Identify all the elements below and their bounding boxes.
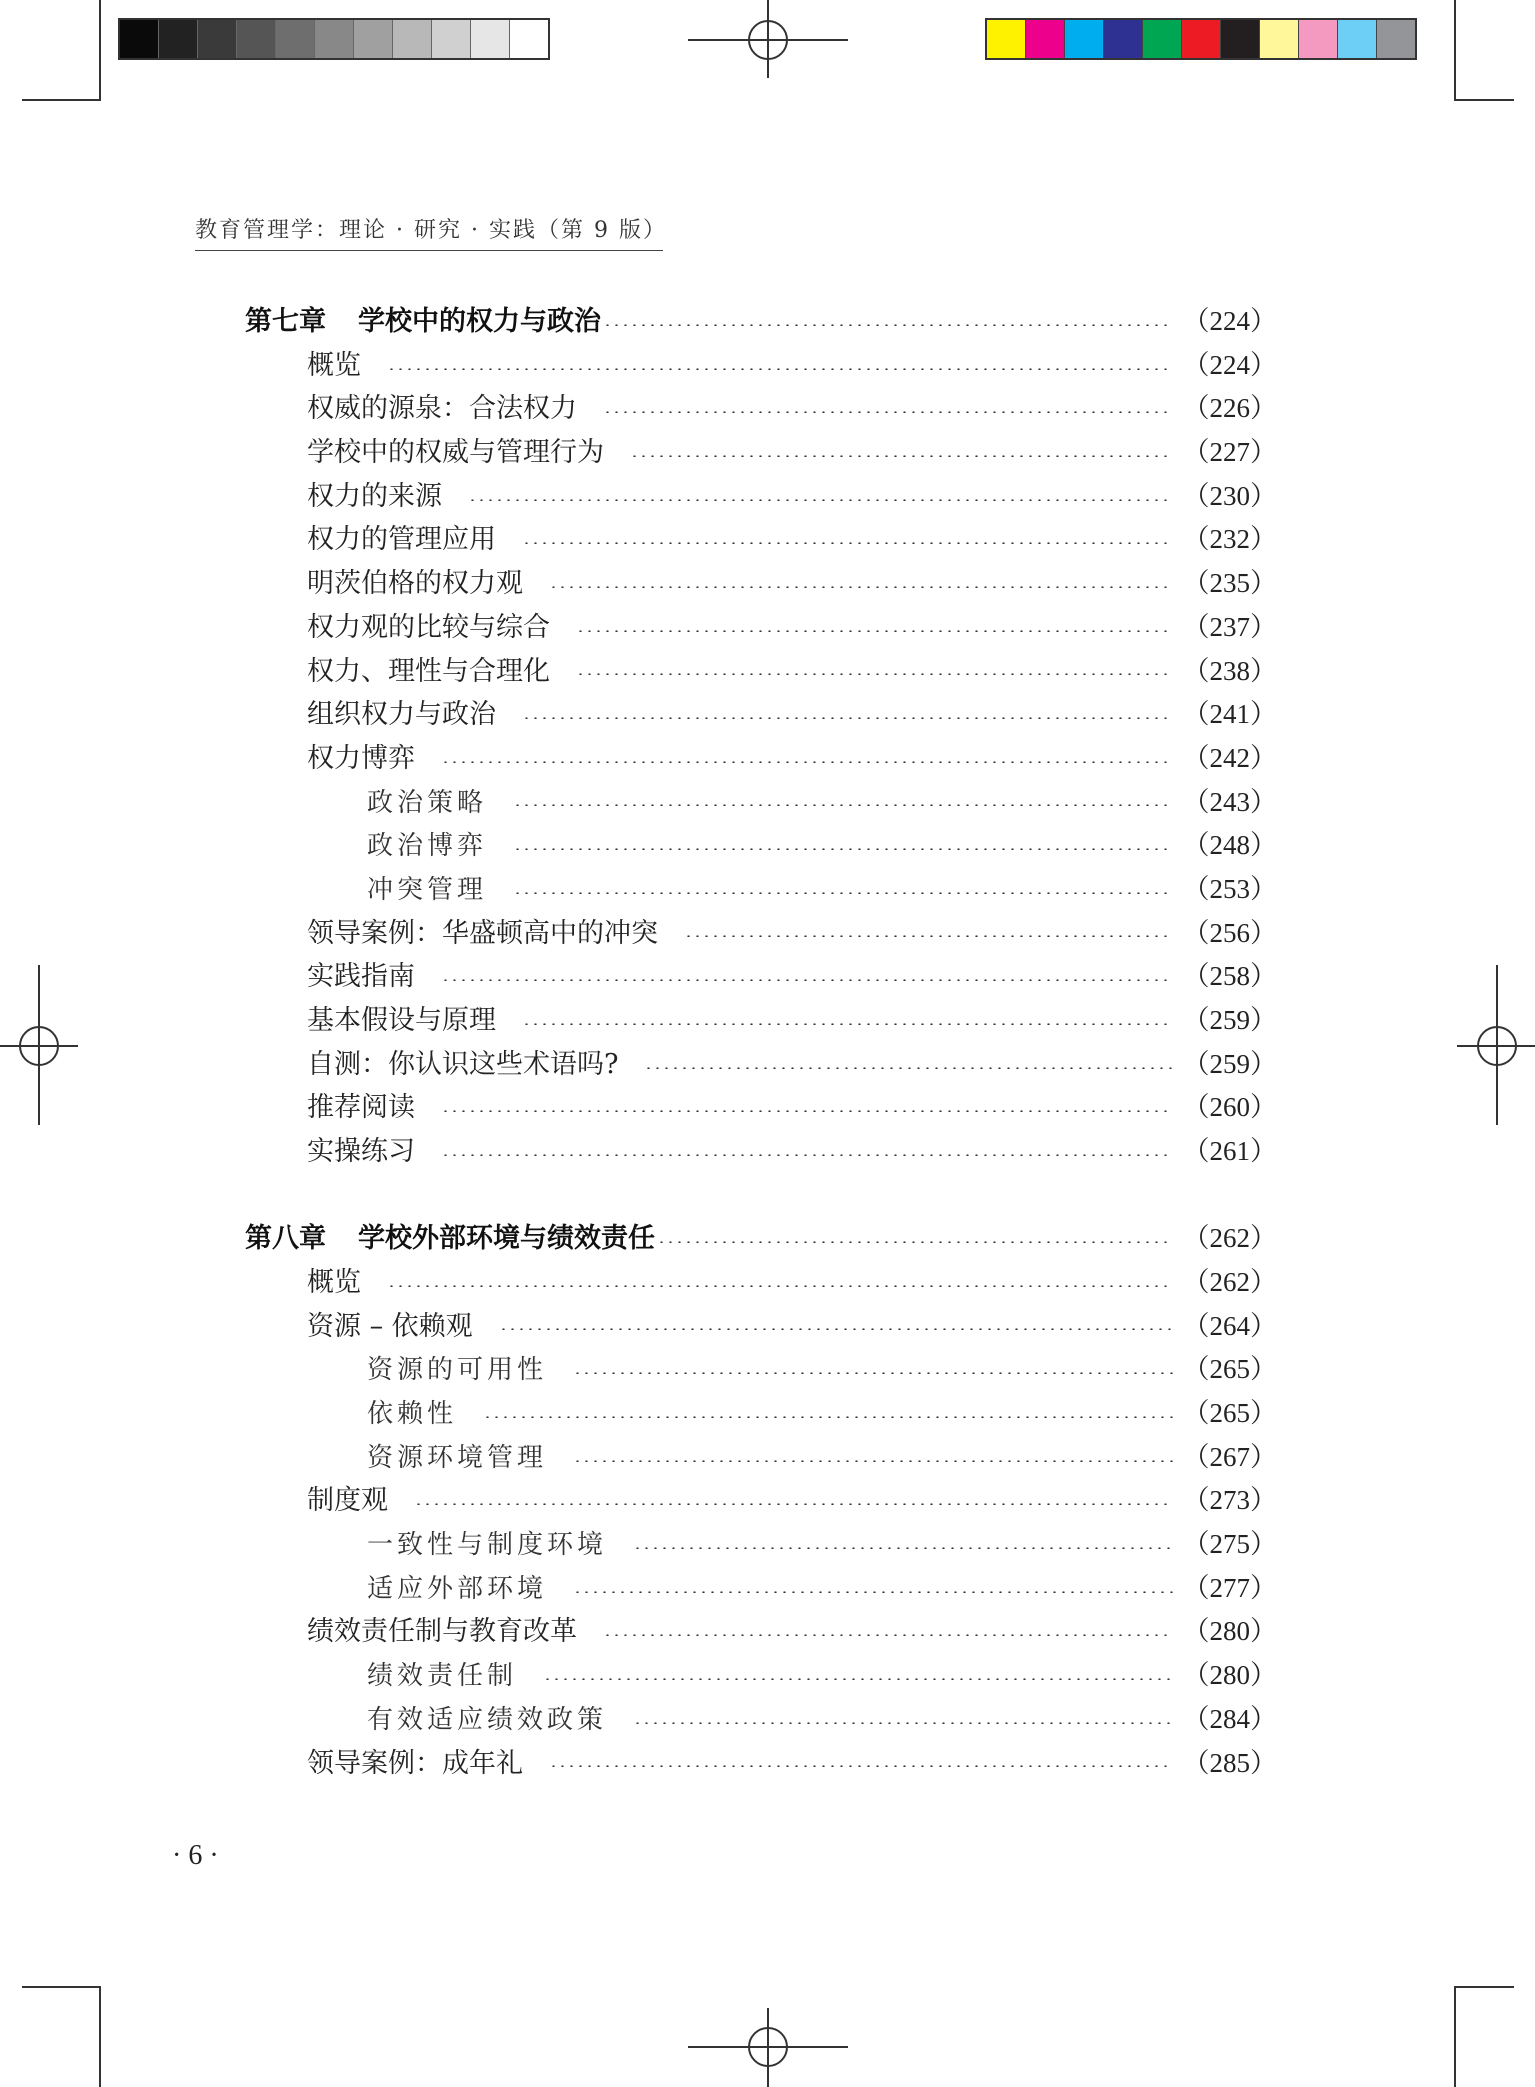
color-swatch [1026,20,1065,58]
entry-title: 权力、理性与合理化 [307,655,550,687]
chapter-number: 第七章 [245,306,326,337]
gray-swatch [393,20,432,58]
toc-subentry[interactable] [245,1698,1277,1742]
dot-leader [644,1067,1172,1069]
dot-leader [441,979,1173,981]
chapter-heading[interactable] [245,300,1277,344]
chapter-number: 第八章 [245,1223,326,1255]
crop-mark [1454,1986,1456,2087]
toc-subentry[interactable] [245,1436,1277,1480]
toc-subentry[interactable] [245,1348,1277,1392]
color-swatch [1260,20,1299,58]
page-number: （237） [1182,611,1277,642]
page-number: （262） [1182,1266,1277,1297]
toc-entry[interactable] [245,1130,1277,1174]
dot-leader [513,804,1172,806]
entry-title: 学校中的权威与管理行为 [307,437,604,469]
toc-entry[interactable] [245,518,1277,562]
toc-entry[interactable] [245,344,1277,388]
color-swatch [1182,20,1221,58]
dot-leader [468,499,1173,501]
page-number: （243） [1182,786,1277,817]
toc-subentry[interactable] [245,1654,1277,1698]
entry-title: 资源 – 依赖观 [307,1310,473,1342]
page-number: （277） [1182,1572,1277,1603]
running-header: 教育管理学：理论 · 研究 · 实践（第 9 版） [195,213,663,251]
dot-leader [573,1372,1172,1374]
dot-leader [603,1634,1173,1636]
grayscale-bar [118,18,550,60]
crop-mark [22,99,101,101]
chapter-title: 学校外部环境与绩效责任 [358,1223,655,1255]
page-number: （280） [1182,1660,1277,1691]
entry-title: 权力的来源 [307,480,442,512]
dot-leader [441,1154,1173,1156]
color-swatch [1221,20,1260,58]
toc-subentry[interactable] [245,1523,1277,1567]
entry-title: 概览 [307,1266,361,1298]
dot-leader [483,1416,1172,1418]
entry-title: 实践指南 [307,961,415,993]
table-of-contents [245,300,1277,1785]
page-number: （285） [1182,1747,1277,1778]
entry-title: 权力博弈 [307,742,415,774]
toc-entry[interactable] [245,1261,1277,1305]
crop-mark [99,1986,101,2087]
chapter-heading[interactable] [245,1217,1277,1261]
page-number: （227） [1182,437,1277,468]
gray-swatch [471,20,510,58]
page-number: （230） [1182,480,1277,511]
gray-swatch [354,20,393,58]
chapter-gap [245,1174,1277,1218]
gray-swatch [237,20,276,58]
gray-swatch [432,20,471,58]
dot-leader [633,1722,1172,1724]
dot-leader [630,455,1173,457]
page-number: （241） [1182,699,1277,730]
entry-title: 权威的源泉：合法权力 [307,393,577,425]
entry-title: 政治策略 [367,787,488,818]
color-bar [985,18,1417,60]
page-number: （232） [1182,524,1277,555]
dot-leader [549,1765,1173,1767]
toc-entry[interactable] [245,1479,1277,1523]
dot-leader [513,848,1172,850]
dot-leader [522,717,1173,719]
crop-mark [1454,0,1456,100]
dot-leader [633,1547,1172,1549]
entry-title: 冲突管理 [367,874,488,905]
entry-title: 适应外部环境 [367,1573,548,1604]
page-number: （267） [1182,1441,1277,1472]
entry-title: 权力观的比较与综合 [307,611,550,643]
color-swatch [1338,20,1377,58]
entry-title: 明茨伯格的权力观 [307,568,523,600]
page-number: （273） [1182,1485,1277,1516]
toc-entry[interactable] [245,912,1277,956]
crop-mark [22,1986,101,1988]
page-number: （248） [1182,830,1277,861]
page-number: （226） [1182,393,1277,424]
color-swatch [1104,20,1143,58]
color-swatch [1299,20,1338,58]
entry-title: 组织权力与政治 [307,699,496,731]
page-folio: · 6 · [172,1840,219,1871]
crop-mark [1454,99,1514,101]
page-number: （224） [1182,349,1277,380]
dot-leader [387,1285,1173,1287]
page-number: （253） [1182,873,1277,904]
entry-title: 权力的管理应用 [307,524,496,556]
page-number: （260） [1182,1092,1277,1123]
toc-entry[interactable] [245,693,1277,737]
entry-title: 制度观 [307,1485,388,1517]
dot-leader [522,542,1173,544]
dot-leader [549,586,1173,588]
color-swatch [1143,20,1182,58]
dot-leader [603,411,1173,413]
page-number: （259） [1182,1048,1277,1079]
entry-title: 实操练习 [307,1136,415,1168]
gray-swatch [198,20,237,58]
dot-leader [513,892,1172,894]
entry-title: 绩效责任制 [367,1661,518,1692]
dot-leader [387,368,1173,370]
gray-swatch [120,20,159,58]
page-number: （264） [1182,1310,1277,1341]
dot-leader [576,673,1173,675]
toc-entry[interactable] [245,606,1277,650]
toc-subentry[interactable] [245,781,1277,825]
entry-title: 自测：你认识这些术语吗? [307,1048,619,1080]
toc-subentry[interactable] [245,824,1277,868]
entry-title: 基本假设与原理 [307,1005,496,1036]
toc-entry[interactable] [245,1043,1277,1087]
crop-mark [99,0,101,100]
toc-entry[interactable] [245,1086,1277,1130]
toc-entry[interactable] [245,955,1277,999]
toc-entry[interactable] [245,1742,1277,1786]
page-number: （242） [1182,742,1277,773]
toc-entry[interactable] [245,737,1277,781]
entry-title: 一致性与制度环境 [367,1530,608,1561]
page-number: （235） [1182,568,1277,599]
page-number: （259） [1182,1005,1277,1035]
toc-subentry[interactable] [245,1567,1277,1611]
page-number: （265） [1182,1398,1277,1428]
dot-leader [684,935,1173,937]
entry-title: 有效适应绩效政策 [367,1704,608,1735]
color-swatch [1377,20,1415,58]
color-swatch [1065,20,1104,58]
toc-entry[interactable] [245,1610,1277,1654]
toc-entry[interactable] [245,475,1277,519]
toc-entry[interactable] [245,1305,1277,1349]
dot-leader [573,1591,1172,1593]
page-number: （256） [1182,917,1277,948]
entry-title: 推荐阅读 [307,1092,415,1124]
page-number: （265） [1182,1354,1277,1385]
dot-leader [414,1503,1173,1505]
toc-entry[interactable] [245,387,1277,431]
dot-leader [657,1241,1173,1243]
toc-entry[interactable] [245,562,1277,606]
gray-swatch [315,20,354,58]
entry-title: 资源的可用性 [367,1355,548,1386]
dot-leader [576,630,1173,632]
entry-title: 领导案例：成年礼 [307,1747,523,1779]
page-number: （280） [1182,1616,1277,1647]
entry-title: 资源环境管理 [367,1442,548,1473]
dot-leader [543,1678,1172,1680]
gray-swatch [510,20,548,58]
gray-swatch [276,20,315,58]
entry-title: 概览 [307,349,361,381]
page-number: （275） [1182,1529,1277,1560]
toc-entry[interactable] [245,431,1277,475]
gray-swatch [159,20,198,58]
dot-leader [573,1460,1172,1462]
entry-title: 政治博弈 [367,831,488,862]
toc-entry[interactable] [245,999,1277,1043]
entry-title: 领导案例：华盛顿高中的冲突 [307,917,658,949]
page-number: （238） [1182,655,1277,686]
color-swatch [987,20,1026,58]
dot-leader [441,1110,1173,1112]
dot-leader [603,324,1173,326]
chapter-title: 学校中的权力与政治 [358,306,601,337]
page-number: （261） [1182,1136,1277,1167]
page-number: （224） [1182,306,1277,336]
page-number: （258） [1182,961,1277,992]
toc-subentry[interactable] [245,868,1277,912]
entry-title: 绩效责任制与教育改革 [307,1616,577,1648]
dot-leader [499,1328,1173,1330]
dot-leader [441,761,1173,763]
crop-mark [1454,1986,1514,1988]
page-number: （262） [1182,1223,1277,1254]
dot-leader [522,1023,1173,1025]
page-number: （284） [1182,1703,1277,1734]
toc-entry[interactable] [245,650,1277,694]
toc-subentry[interactable] [245,1392,1277,1436]
entry-title: 依赖性 [367,1399,458,1429]
